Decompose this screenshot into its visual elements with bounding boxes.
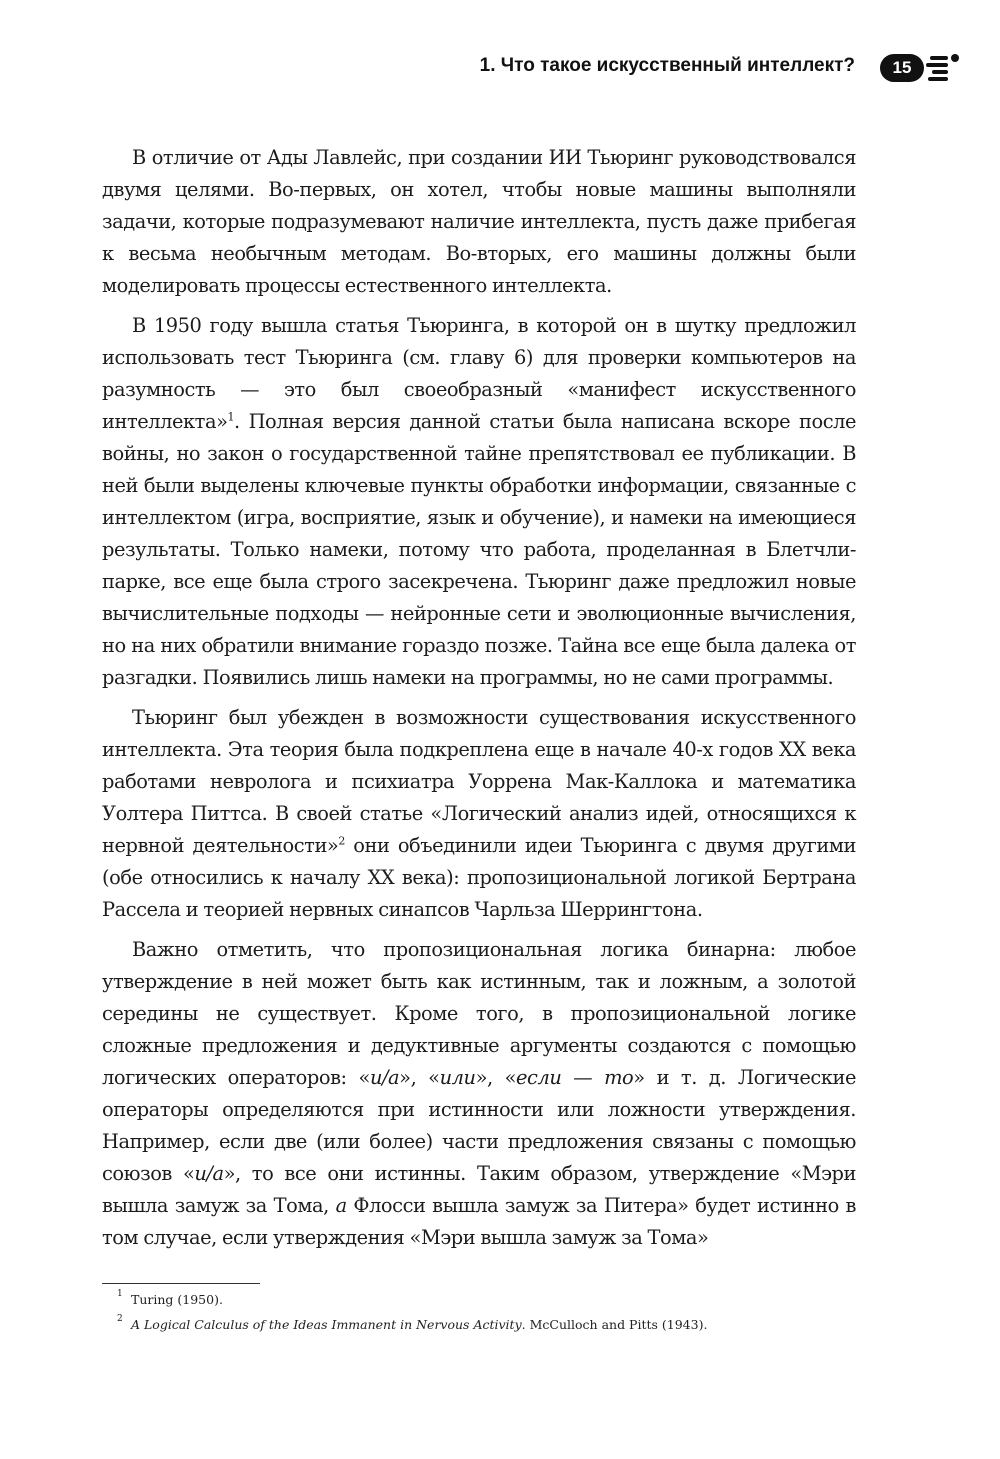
footnote xyxy=(117,1289,851,1307)
footnote-ref: 2 xyxy=(338,834,345,848)
paragraph: В 1950 году вышла статья Тьюринга, в которой он в шутку предложил использовать тест Тьюринга (см. главу 6) для проверки компьютеров на разумность — это был своеобразный «манифест искусственного интеллекта»$^1$. Полная версия данной статьи была написана вскоре после войны, но закон о государственной тайне препятствовал ее публикации. В ней были выделены ключевые пункты обработки информации, связанные с интеллектом (игра, восприятие, язык и обучение), и намеки на имеющиеся результаты. Только намеки, потому что работа, проделанная в Блетчли-парке, все еще была строго засекречена. Тьюринг даже предложил новые вычислительные подходы — нейронные сети и эволюционные вычисления, но на них обратили внимание гораздо позже. Тайна все еще была далека от разгадки. Появились лишь намеки на программы, но не сами программы. xyxy=(102,314,856,689)
paragraph: Тьюринг был убежден в возможности существования искусственного интеллекта. Эта теория была подкреплена еще в начале 40-х годов XX века работами невролога и психиатра Уоррена Мак-Каллока и математика Уолтера Питтса. В своей статье «Логический анализ идей, относящихся к нервной деятельности»$^2$ они объединили идеи Тьюринга с двумя другими (обе относились к началу XX века): пропозициональной логикой Бертрана Рассела и теорией нервных синапсов Чарльза Шеррингтона. xyxy=(102,706,856,921)
footnote-italic-title: A Logical Calculus of the Ideas Immanent in Nervous Activity xyxy=(131,1317,522,1332)
footnote-text: Turing (1950). xyxy=(131,1292,223,1307)
footnote-number: 1 xyxy=(117,1289,123,1299)
body-text xyxy=(102,142,856,1262)
page-number: 15 xyxy=(892,58,912,77)
footnote-text: . McCulloch and Pitts (1943). xyxy=(521,1317,708,1332)
page-number-badge xyxy=(880,54,924,82)
chapter-title: 1. Что такое искусственный интеллект? xyxy=(479,55,855,76)
paragraph: Важно отметить, что пропозициональная логика бинарна: любое утверждение в ней может быть как истинным, так и ложным, а золотой середины не существует. Кроме того, в пропозициональной логике сложные предложения и дедуктивные аргументы создаются с помощью логических операторов: «и/а», «или», «если — то» и т. д. Логические операторы определяются при истинности или ложности утверждения. Например, если две (или более) части предложения связаны с помощью союзов «и/а», то все они истинны. Таким образом, утверждение «Мэри вышла замуж за Тома, а Флосси вышла замуж за Питера» будет истинно в том случае, если утверждения «Мэри вышла замуж за Тома» xyxy=(102,938,857,1249)
footnote xyxy=(117,1314,851,1332)
footnote-ref: 1 xyxy=(227,410,235,424)
paragraph: В отличие от Ады Лавлейс, при создании ИИ Тьюринг руководствовался двумя целями. Во-первых, он хотел, чтобы новые машины выполняли задачи, которые подразумевают наличие интеллекта, пусть даже прибегая к весьма необычным методам. Во-вторых, его машины должны были моделировать процессы естественного интеллекта. xyxy=(102,146,856,297)
footnote-number: 2 xyxy=(117,1314,123,1324)
footnote-divider xyxy=(102,1283,260,1284)
speed-lines-dot-icon xyxy=(926,52,960,84)
footnotes xyxy=(117,1289,851,1342)
